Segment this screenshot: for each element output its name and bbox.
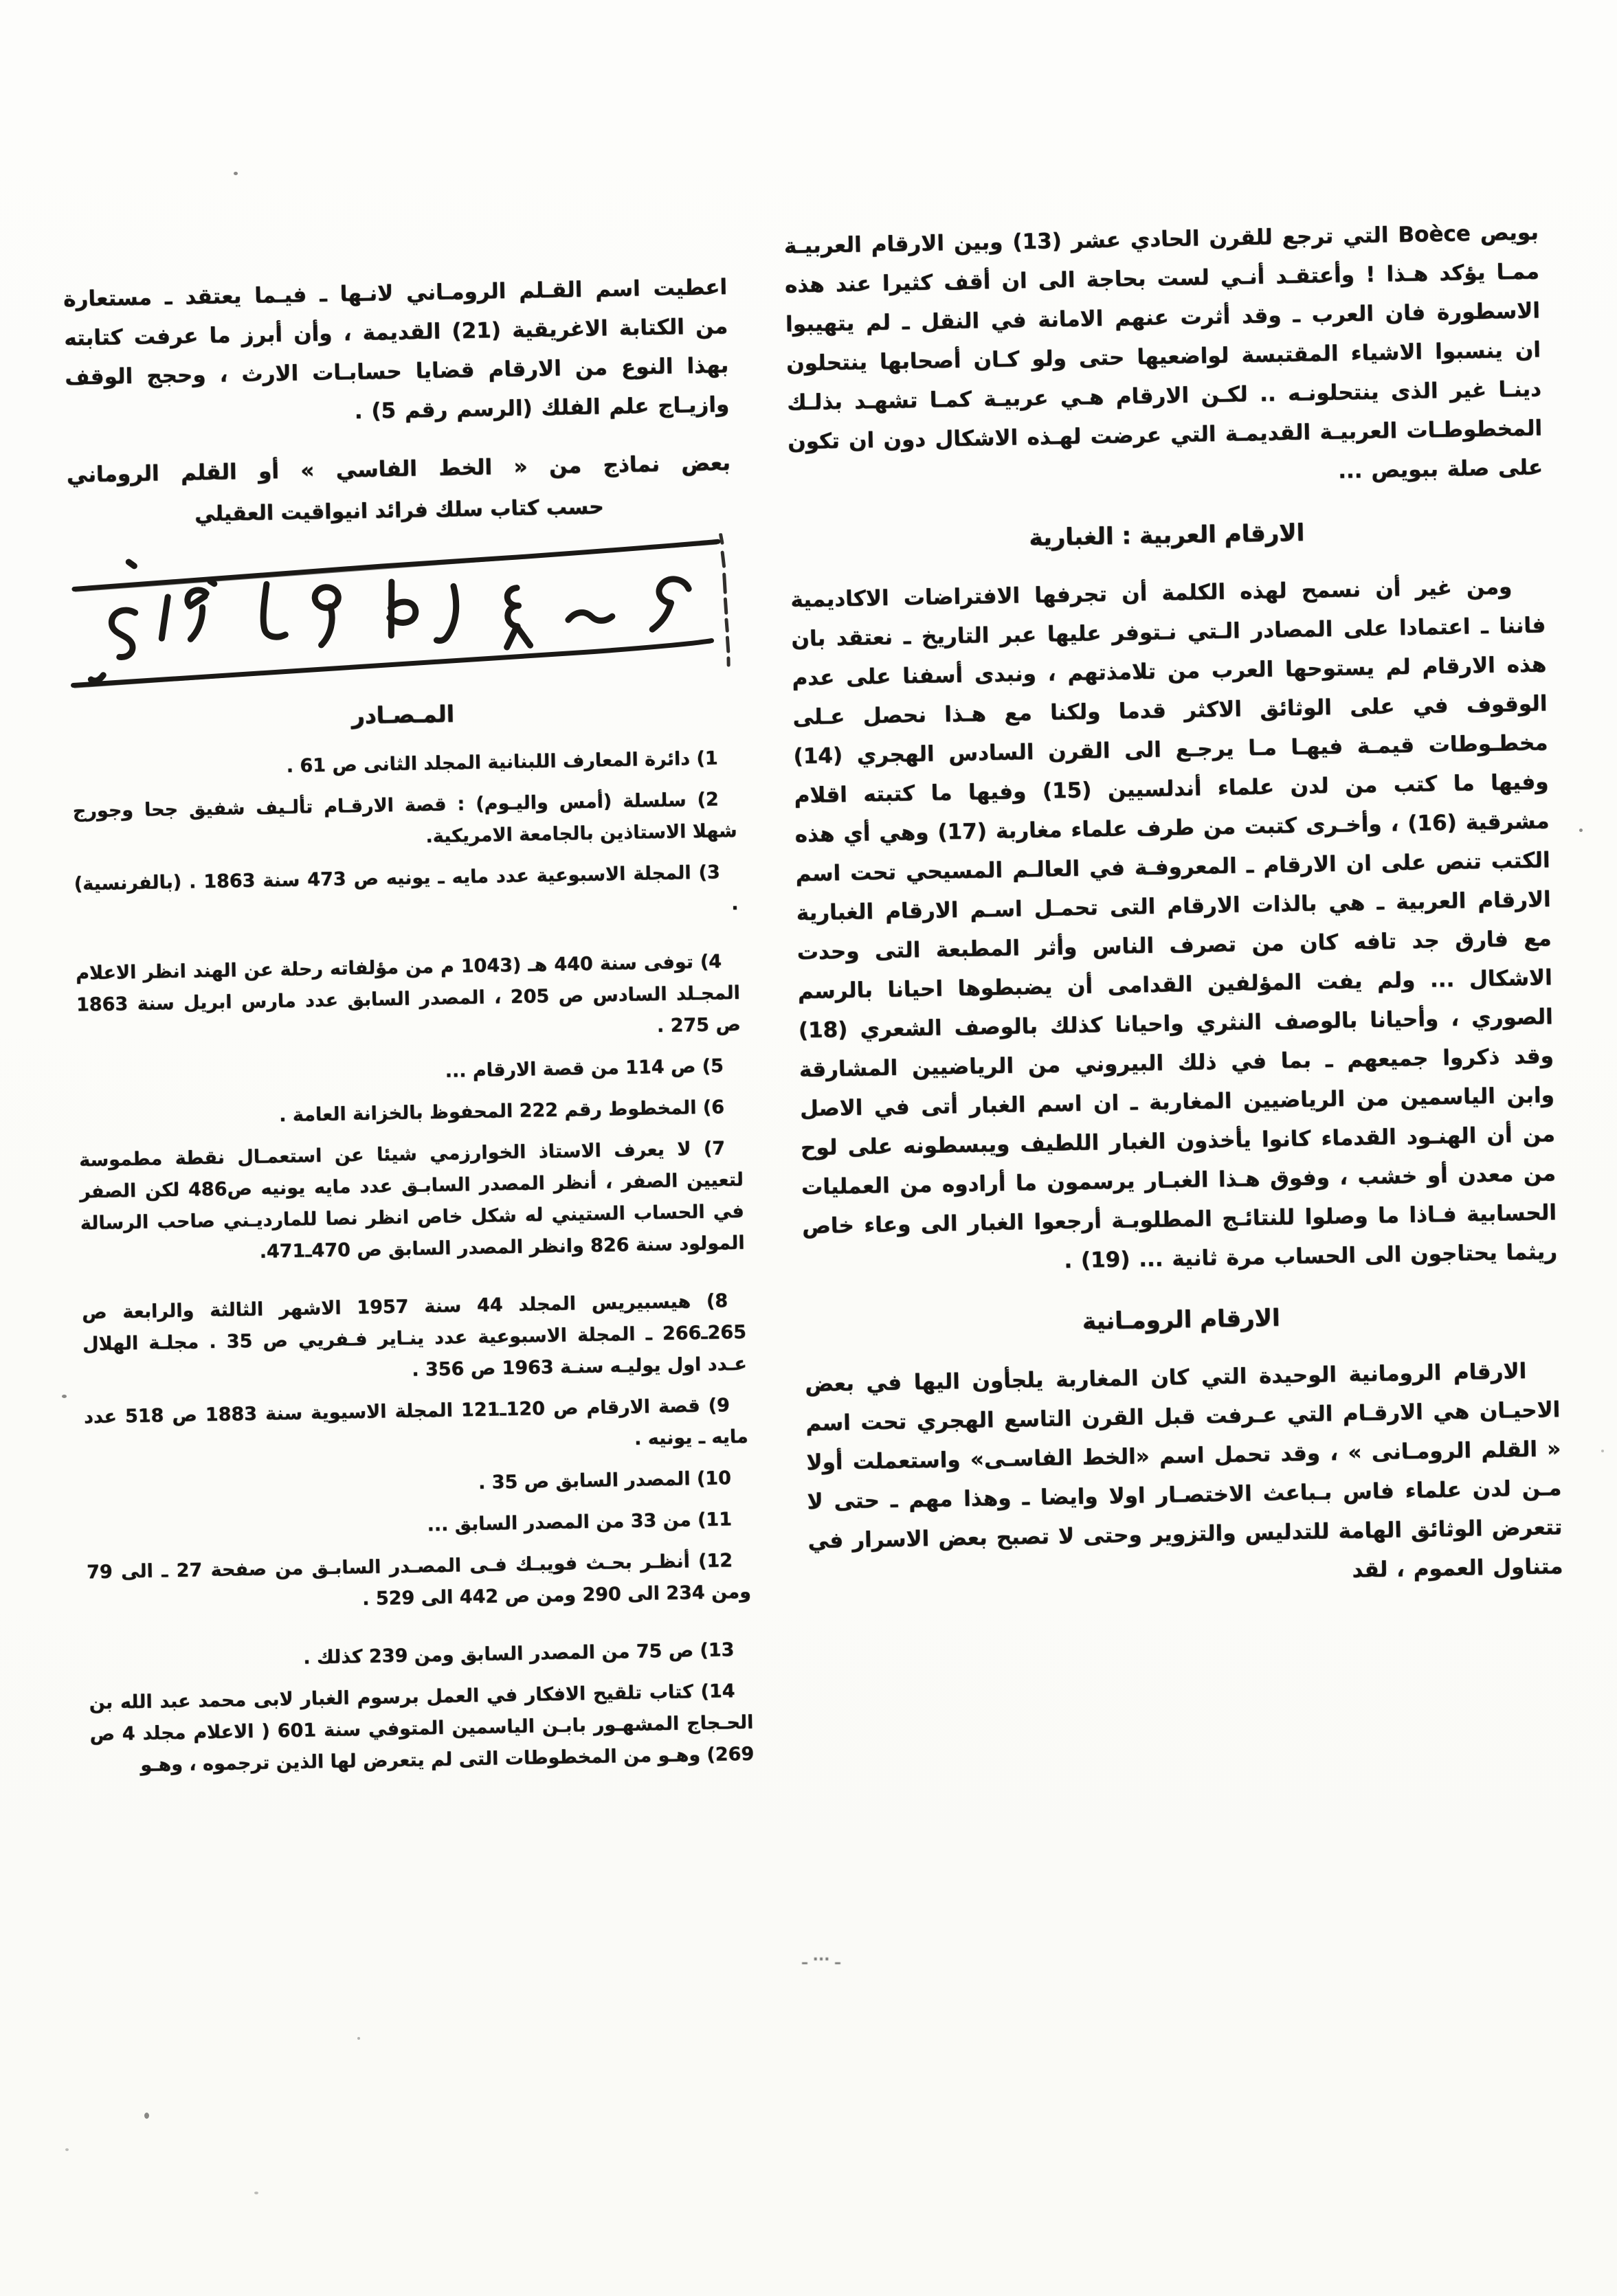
- scan-speck: [144, 2113, 149, 2119]
- scan-speck: [65, 2148, 69, 2151]
- footnote-6: 6) المخطوط رقم 222 المحفوظ بالخزانة العامة .: [278, 1096, 725, 1127]
- main-column-left: [63, 268, 755, 1792]
- footnote-14: 14) كتاب تلقيح الافكار في العمل برسوم الغبار لابى محمد عبد الله بن الحـجاج المشهـور بابـن الياسمين المتوفي سنة 601 ( الاعلام مجلد 4 ص 269) وهـو من المخطوطات التى لم يتعرض لها الذين ترجموه ، وهـو: [89, 1680, 755, 1776]
- footnote-11: 11) من 33 من المصدر السابق ...: [427, 1509, 733, 1536]
- section-heading-ghubari-numerals: الارقام العربية : الغبارية: [1029, 519, 1305, 552]
- footnote-2: 2) سلسلة (أمس واليـوم) : قصة الارقـام تألـيف شفيق جحا وجورج شهلا الاستاذين بالجامعة الامريكية.: [72, 789, 737, 848]
- scan-speck: [357, 2037, 360, 2040]
- footnote-13: 13) ص 75 من المصدر السابق ومن 239 كذلك .: [303, 1639, 735, 1669]
- fasi-numerals-figure: [68, 533, 735, 691]
- scan-speck: [1579, 829, 1583, 832]
- scan-speck: [62, 1395, 67, 1398]
- page-number-smudge: ـ ··· ـ: [802, 1951, 840, 1968]
- figure-caption-line1: بعض نماذج من « الخط الفاسي » أو القلم الروماني: [66, 450, 731, 488]
- footnote-4: 4) توفى سنة 440 هـ (1043 م من مؤلفاته رحلة عن الهند انظر الاعلام المجـلد السادس ص 205 ، المصدر السابق عدد مارس ابريل سنة 1863 ص 275 .: [75, 951, 741, 1037]
- footnote-7: 7) لا يعرف الاستاذ الخوارزمي شيئا عن استعمـال نقطة مطموسة لتعيين الصفر ، أنظر المصدر السابـق عدد مايه يونيه ص486 لكن الصفر في الحساب الستيني له شكل خاص انظر نصا للمارديـني صاحب الرسالة المولود سنة 826 وانظر المصدر السابق ص 470ـ471.: [78, 1138, 745, 1263]
- footnote-3: 3) المجلة الاسبوعية عدد مايه ـ يونيه ص 473 سنة 1863 . (بالفرنسية) .: [74, 862, 739, 915]
- footnote-9: 9) قصة الارقام ص 120ـ121 المجلة الاسيوية سنة 1883 ص 518 عدد مايه ـ يونيه .: [83, 1395, 749, 1450]
- paragraph-roman-pen-usage: اعطيت اسم القـلم الرومـاني لانـها ـ فيـما يعتقد ـ مستعارة من الكتابة الاغريقية (21) القديمة ، وأن أبرز ما عرفت كتابته بهذا النوع من الارقام قضايا حسابـات الارث ، وحجج الوقف وازيـاج علم الفلك (الرسم رقم 5) .: [63, 274, 730, 424]
- scan-speck: [1601, 1450, 1604, 1452]
- sources-section-heading: المـصـادر: [351, 700, 455, 730]
- footnote-1: 1) دائرة المعارف اللبنانية المجلد الثانى ص 61 .: [286, 747, 718, 777]
- footnote-12: 12) أنظـر بحـث فويبـك فـى المصـدر السابـق من صفحة 27 ـ الى 79 ومن 234 الى 290 ومن ص 442 الى 529 .: [86, 1550, 752, 1610]
- section-heading-roman-numerals: الارقام الرومـانية: [1082, 1304, 1280, 1336]
- footnote-10: 10) المصدر السابق ص 35 .: [478, 1467, 732, 1494]
- fasi-numerals-specimen-drawing: [68, 533, 735, 691]
- figure-caption-line2: حسب كتاب سلك فرائد انيواقيت العقيلي: [194, 495, 604, 527]
- footnote-8: 8) هيسبيريس المجلد 44 سنة 1957 الاشهر الثالثة والرابعة ص 265ـ266 ـ المجلة الاسبوعية عدد ينـاير فـفريي ص 35 . مجلـة الهلال عـدد اول يوليـه سنـة 1963 ص 356 .: [81, 1290, 748, 1381]
- main-column-right: [783, 213, 1563, 1600]
- paragraph-boece-continuation: بويص Boèce التي ترجع للقرن الحادي عشر (13) وبين الارقام العربيـة ممـا يؤكد هـذا ! وأعتقـد أنـي لست بحاجة الى ان أقف كثيرا عند هذه الاسطورة فان العرب ـ وقد أثرت عنهم الامانة في النقل ـ لم يتهيبوا ان ينسبوا الاشياء المقتبسة لواضعيها حتى ولو كـان أصحابها ينتحلون دينـا غير الذى ينتحلونـه .. لكـن الارقام هـي عربيـة كمـا تشهـد بذلـك المخطوطـات العربيـة القديمـة التي عرضت لهـذه الاشكال دون ان تكون على صلة ببويص ...: [783, 220, 1543, 484]
- scan-speck: [254, 2192, 258, 2194]
- scan-speck: [234, 172, 238, 175]
- paragraph-roman-numerals: الارقام الرومانية الوحيدة التي كان المغاربة يلجأون اليها في بعض الاحيـان هي الارقـام التي عـرفت قبل القرن التاسع الهجري تحت اسم « القلم الرومـانى » ، وقد تحمل اسم «الخط الفاسـى» واستعملت أولا مـن لدن علماء فاس بـباعث الاختصـار اولا وايضا ـ وهذا مهم ـ حتى لا تتعرض الوثائق الهامة للتدليس والتزوير وحتى لا تصبح بعض الاسرار في متناول العموم ، لقد: [805, 1358, 1563, 1583]
- footnote-5: 5) ص 114 من قصة الارقام ...: [445, 1055, 724, 1082]
- paragraph-ghubari-numerals: ومن غير أن نسمح لهذه الكلمة أن تجرفها الافتراضات الاكاديمية فاننا ـ اعتمادا على المصادر الـتي نـتوفر عليها عبر التاريخ ـ نعتقد بان هذه الارقام لم يستوحها العرب من تلامذتهم ، ونبدى أسفنا على عدم الوقوف في على الوثائق الاكثر قدما ولكنا مع هـذا نحصل عـلى مخطـوطات قيمـة فيهـا مـا يرجـع الى القرن السادس الهجري (14) وفيها ما كتب من لدن علماء أندلسيين (15) وفيها ما كتبته اقلام مشرقية (16) ، وأخـرى كتبت من طرف علماء مغاربة (17) وهي أي هذه الكتب تنص على ان الارقام ـ المعروفـة في العالـم المسيحي تحت اسم الارقام العربية ـ هي بالذات الارقام التى تحمـل اسـم الارقام الغبارية مع فارق جد تافه كان من تصرف الناس وأثر المطبعة التى وحدت الاشكال ... ولم يفت المؤلفين القدامى أن يضبطوها احيانا بالرسم الصوري ، وأحيانا بالوصف النثري واحيانا كذلك بالوصف الشعري (18) وقد ذكروا جميعهم ـ بما في ذلك البيروني من الرياضيين المشارقة وابن الياسمين من الرياضيين المغاربة ـ ان اسم الغبار أتى في الاصل من أن الهنـود القدماء كانوا يأخذون الغبار اللطيف ويبسطونه على لوح من معدن أو خشب ، وفوق هـذا الغبـار يرسمون ما أرادوه من العمليات الحسابية فـاذا ما وصلوا للنتائـج المطلوبـة أرجعوا الغبار الى وعاء خاص ريثما يحتاجون الى الحساب مرة ثانية ... (19) .: [790, 574, 1558, 1274]
